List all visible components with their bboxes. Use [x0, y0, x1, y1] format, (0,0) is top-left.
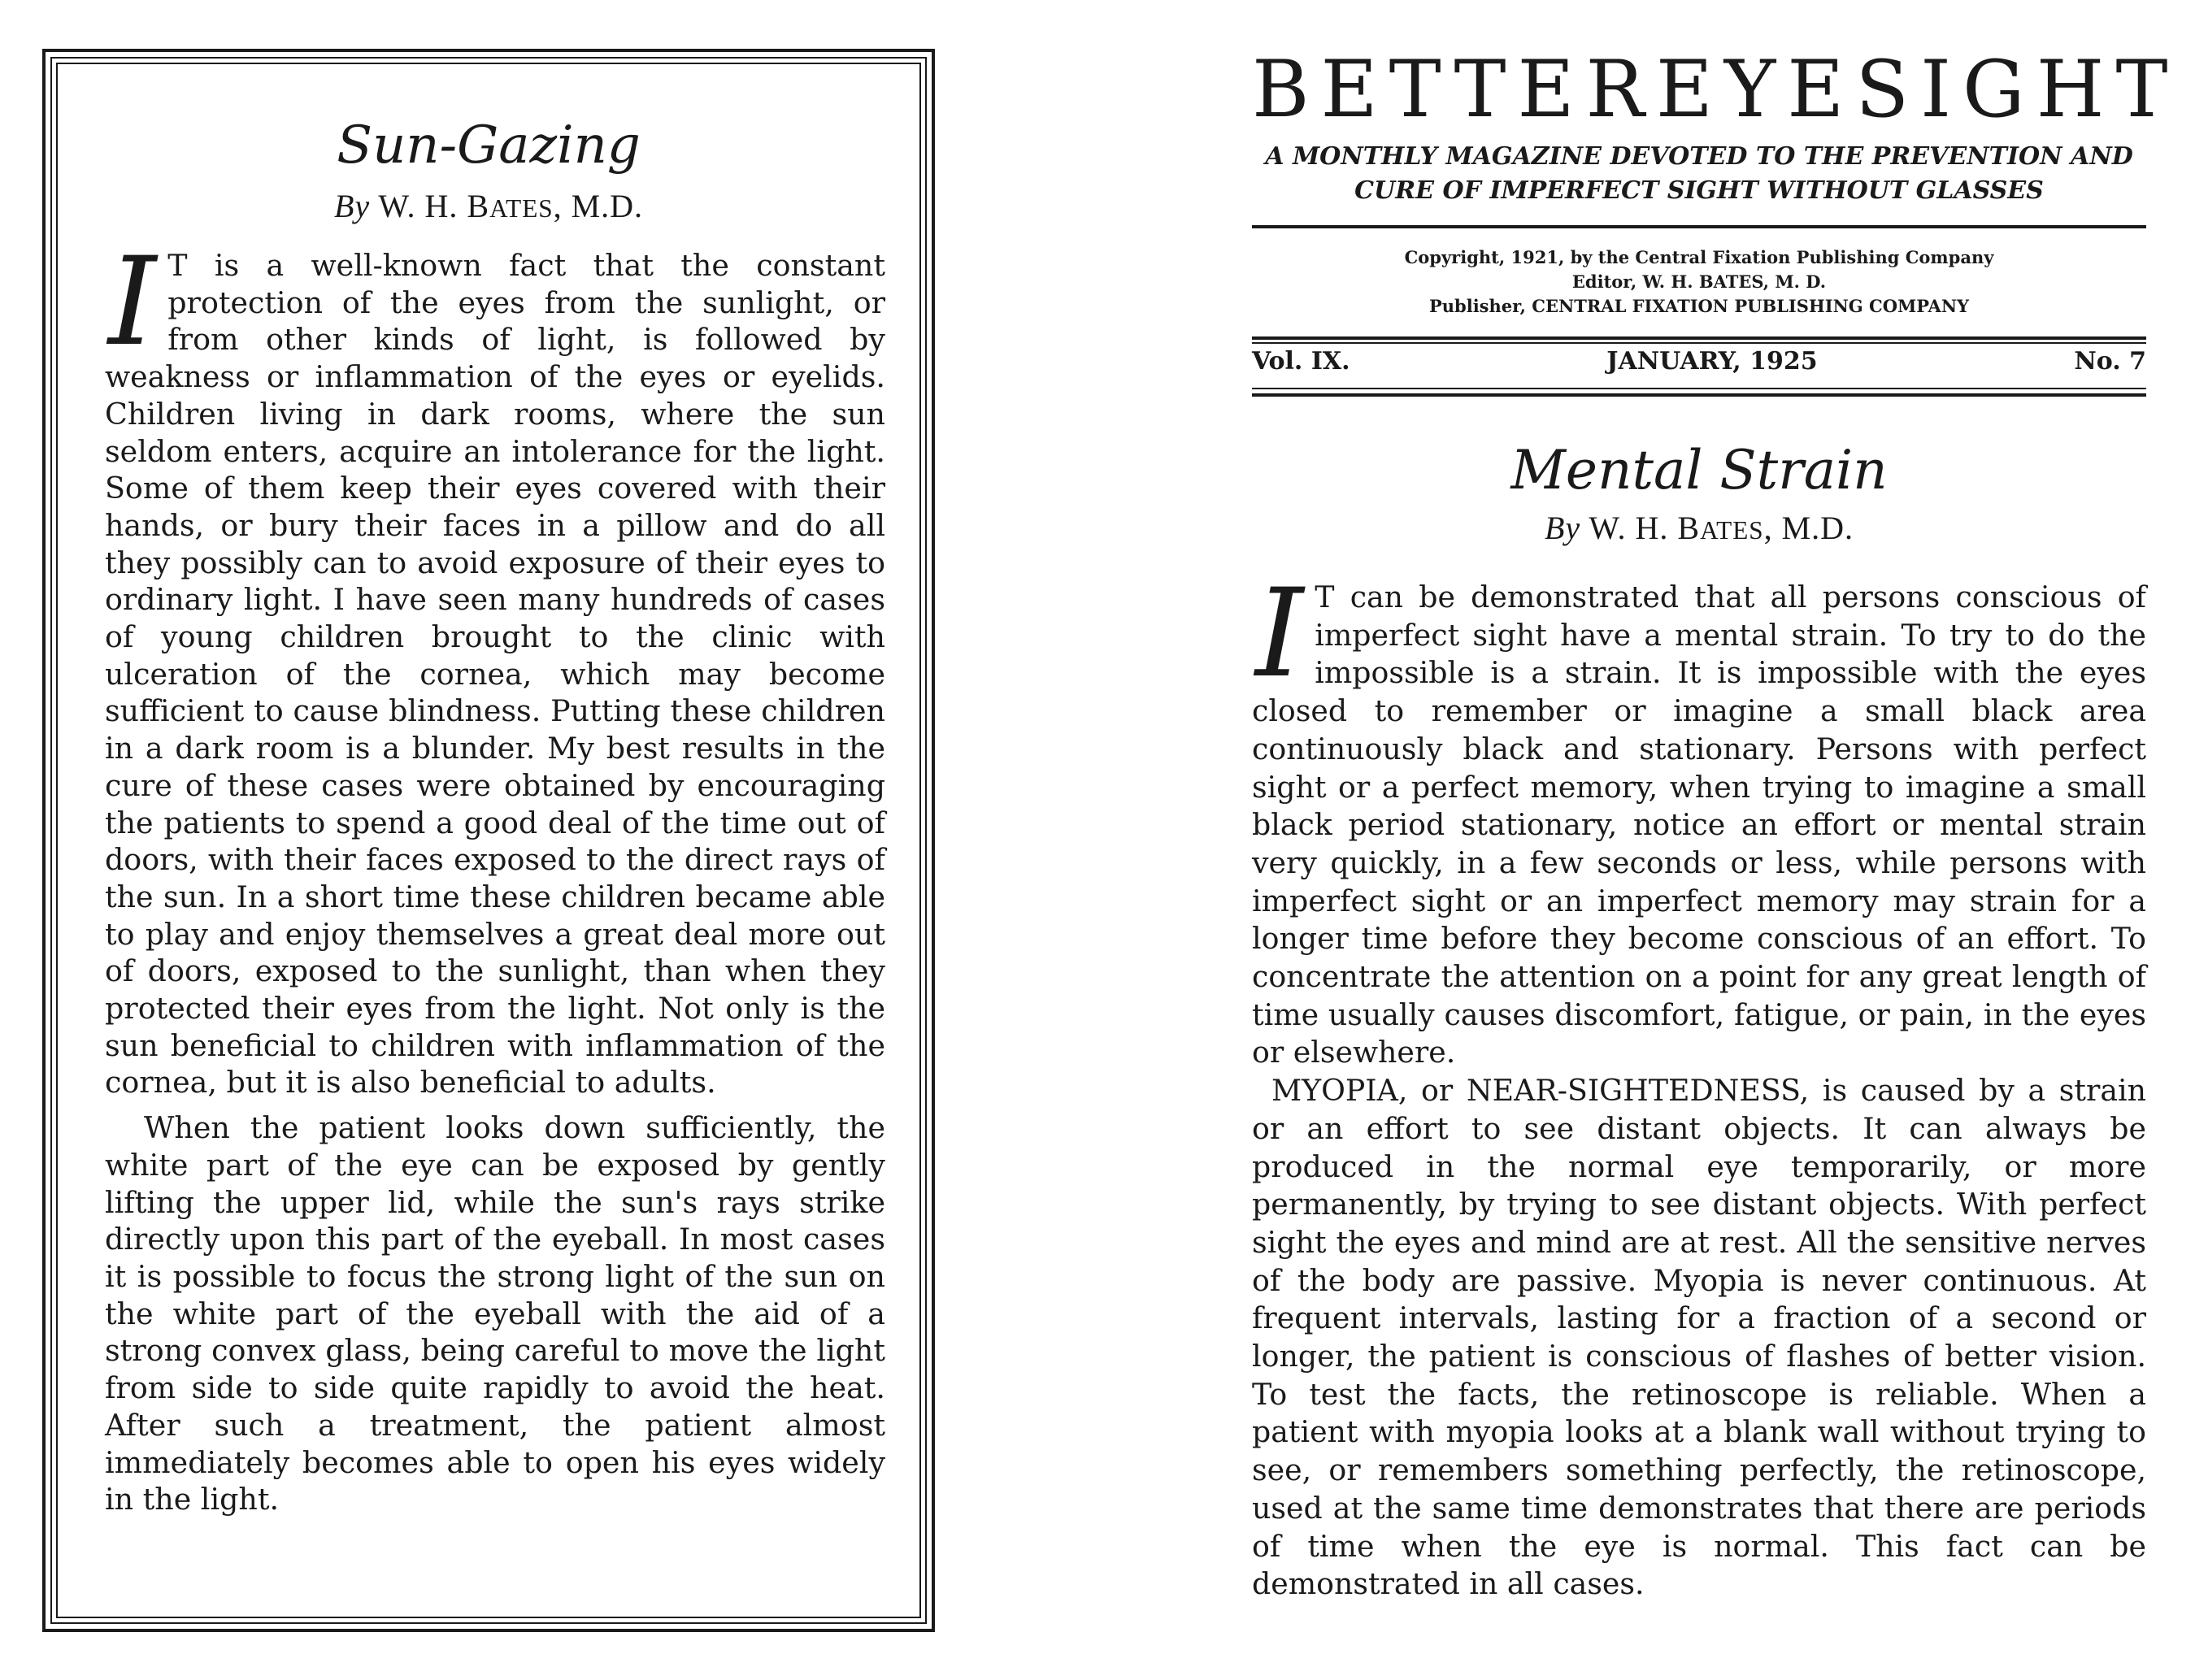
magazine-subtitle: A MONTHLY MAGAZINE DEVOTED TO THE PREVENTION AND CURE OF IMPERFECT SIGHT WITHOUT GLASSES [1265, 142, 2133, 205]
copyright-block [1252, 245, 2146, 319]
divider [1252, 342, 2146, 344]
byline-surname: ATES [489, 194, 554, 223]
byline-by: By [333, 188, 371, 224]
divider [1252, 393, 2146, 397]
magazine-title [1252, 44, 2180, 135]
divider [1252, 225, 2146, 228]
article-byline [1252, 509, 2146, 547]
article-title: Mental Strain [1510, 439, 1888, 501]
publisher-line: Publisher, CENTRAL FIXATION PUBLISHING COMPANY [1428, 296, 1970, 316]
byline-initials: W. H. [1589, 510, 1669, 546]
paragraph [105, 232, 885, 1101]
article-border-frame [42, 49, 935, 1632]
byline-surname-initial: B [467, 188, 490, 224]
copyright-line: Copyright, 1921, by the Central Fixation Publishing Company [1404, 247, 1994, 267]
article-title: Sun-Gazing [337, 115, 641, 176]
issue-number: No. 7 [2074, 347, 2146, 376]
magazine-title-word: EYESIGHT [1655, 44, 2180, 135]
paragraph-text: T is a well-known fact that the constant protection of the eyes from the sunlight, or from other kinds of light, is followed by weakness or inflammation of the eyes or eyelids. Children living in dark rooms, where the sun seldom enters, acquire an intolerance for the light. Some of them keep their eyes covered with their hands, or bury their faces in a pillow and do all they possibly can to avoid exposure of their eyes to ordinary light. I have seen many hundreds of cases of young children brought to the clinic with ulceration of the cornea, which may become sufficient to cause blindness. Putting these children in a dark room is a blunder. My best results in the cure of these cases were obtained by encouraging the patients to spend a good deal of the time out of doors, with their faces exposed to the direct rays of the sun. In a short time these children became able to play and enjoy themselves a great deal more out of doors, exposed to the sunlight, than when they protected their eyes from the light. Not only is the sun beneficial to children with inflammation of the cornea, but it is also beneficial to adults. [105, 248, 885, 1100]
issue-date: JANUARY, 1925 [1606, 347, 1818, 376]
drop-cap: I [108, 232, 157, 373]
drop-cap: I [1255, 563, 1304, 705]
article-body [105, 232, 885, 1518]
paragraph: When the patient looks down sufficiently, the white part of the eye can be exposed by gently lifting the upper lid, while the sun's rays strike directly upon this part of the eyeball. In most cases it is possible to focus the strong light of the sun on the white part of the eyeball with the aid of a strong convex glass, being careful to move the light from side to side quite rapidly to avoid the heat. After such a treatment, the patient almost immediately becomes able to open his eyes widely in the light. [105, 1110, 885, 1517]
magazine-title-word: BETTER [1252, 44, 1656, 135]
divider [1252, 336, 2146, 340]
right-page [1098, 0, 2195, 1680]
byline-by: By [1544, 510, 1581, 546]
byline-initials: W. H. [378, 188, 459, 224]
article-byline [46, 187, 932, 225]
paragraph: MYOPIA, or NEAR-SIGHTEDNESS, is caused by a strain or an effort to see distant objects. It can always be produced in the normal eye temporarily, or more permanently, by trying to see distant objects. With perfect sight the eyes and mind are at rest. All the sensitive nerves of the body are passive. Myopia is never continuous. At frequent intervals, lasting for a fraction of a second or longer, the patient is conscious of flashes of better vision. To test the facts, the retinoscope is reliable. When a patient with myopia looks at a blank wall without trying to see, or remembers something perfectly, the retinoscope, used at the same time demonstrates that there are periods of time when the eye is normal. This fact can be demonstrated in all cases. [1252, 1073, 2146, 1602]
byline-degree: , M.D. [1763, 510, 1854, 546]
article-body [1252, 563, 2146, 1604]
editor-line: Editor, W. H. BATES, M. D. [1571, 271, 1827, 292]
byline-surname: ATES [1700, 516, 1764, 545]
byline-degree: , M.D. [553, 188, 644, 224]
paragraph-text: T can be demonstrated that all persons conscious of imperfect sight have a mental strain. To try to do the impossible is a strain. It is impossible with the eyes closed to remember or imagine a small black area continuously black and stationary. Persons with perfect sight or a perfect memory, when trying to imagine a small black period stationary, notice an effort or mental strain very quickly, in a few seconds or less, while persons with imperfect sight or an imperfect memory may strain for a longer time before they become conscious of an effort. To concentrate the attention on a point for any great length of time usually causes discomfort, fatigue, or pain, in the eyes or elsewhere. [1252, 580, 2146, 1070]
volume: Vol. IX. [1252, 347, 1350, 376]
byline-surname-initial: B [1677, 510, 1701, 546]
issue-info [1252, 349, 2146, 374]
paragraph [1252, 563, 2146, 1072]
divider [1252, 388, 2146, 389]
